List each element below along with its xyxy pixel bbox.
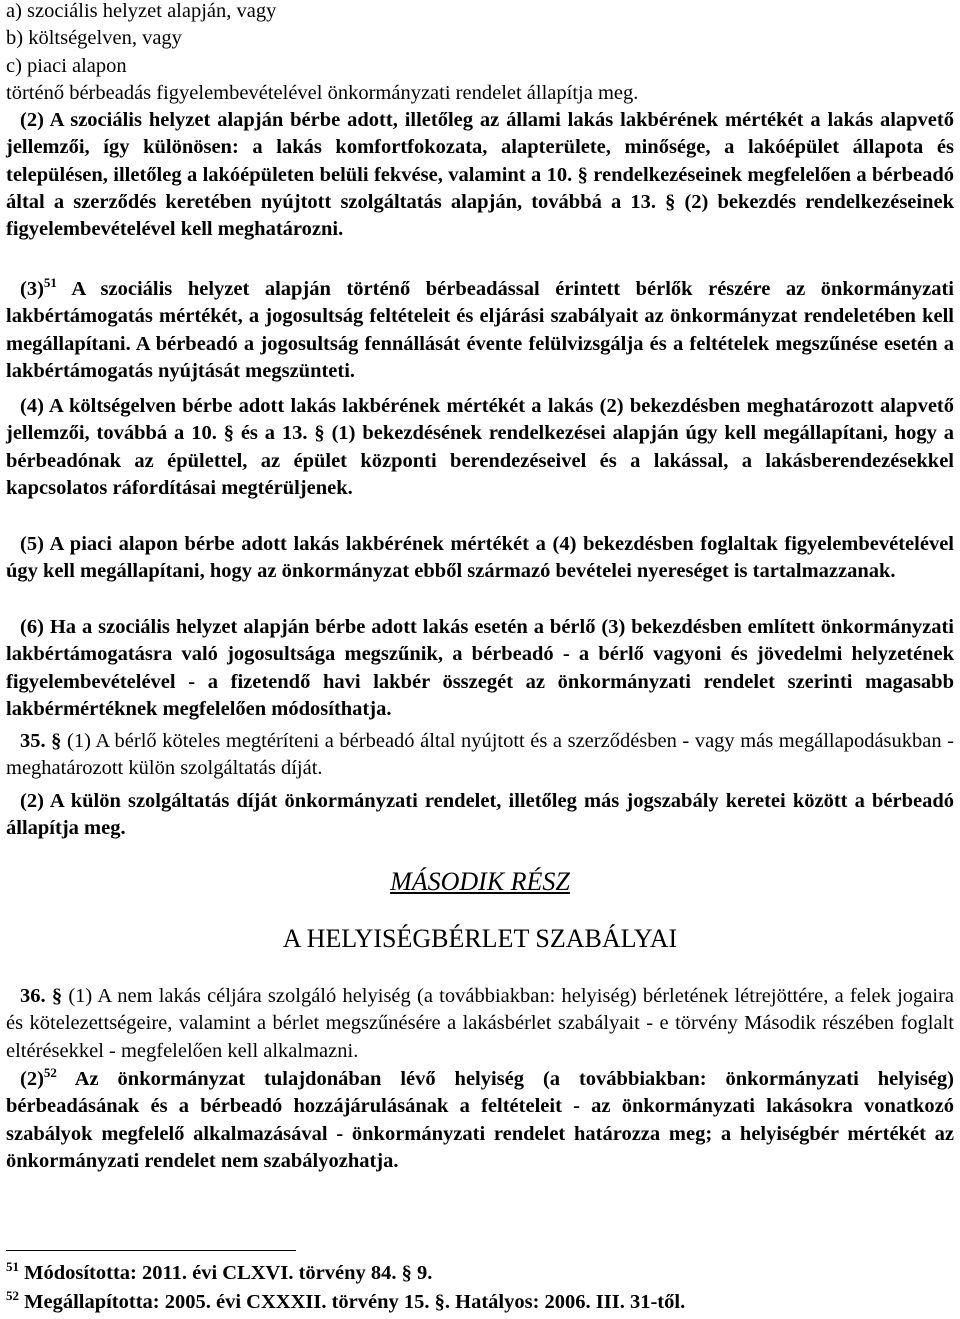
section-35-paragraph-2: (2) A külön szolgáltatás díját önkormányzati rendelet, illetőleg más jogszabály keretei között a bérbeadó állapítja meg. <box>6 790 954 840</box>
paragraph-3-text: A szociális helyzet alapján történő bérbeadással érintett bérlők részére az önkormányzati lakbértámogatás mértékét, a jogosultság feltételeit és eljárási szabályait az önkormányzat rendeletében kell megállapítani. A bérbeadó a jogosultság fennállását évente felülvizsgálja és a feltételek megszűnése esetén a lakbértámogatás nyújtását megszünteti. <box>6 278 954 382</box>
paragraph-3 <box>6 276 954 385</box>
list-item-b: b) költségelven, vagy <box>6 27 182 50</box>
section-35 <box>6 728 954 783</box>
section-36-number: 36. § <box>20 985 63 1007</box>
footnote-text: Módosította: 2011. évi CLXVI. törvény 84. § 9. <box>19 1262 433 1284</box>
section-36-text: (1) A nem lakás céljára szolgáló helyiség (a továbbiakban: helyiség) bérletének létrejöttére, a felek jogaira és kötelezettségeire, valamint a bérlet megszűnésére a lakásbérlet szabályait - e törvény Második részében foglalt eltérésekkel - megfelelően kell alkalmazni. <box>6 985 955 1062</box>
paragraph-5: (5) A piaci alapon bérbe adott lakás lakbérének mértékét a (4) bekezdésben foglaltak figyelembevételével úgy kell megállapítani, hogy az önkormányzat ebből származó bevételei nyereséget is tartalmazzanak. <box>6 533 954 583</box>
footnote-ref-52[interactable]: 52 <box>43 1065 57 1081</box>
footnote-51 <box>6 1259 433 1285</box>
section-36-paragraph-2 <box>6 1066 954 1175</box>
footnote-number: 51 <box>6 1259 19 1275</box>
paragraph-3-label: (3) <box>20 278 44 300</box>
section-35-number: 35. § <box>20 730 62 752</box>
part-title: MÁSODIK RÉSZ <box>390 867 570 896</box>
chapter-title: A HELYISÉGBÉRLET SZABÁLYAI <box>282 924 678 953</box>
paragraph-2: (2) A szociális helyzet alapján bérbe adott, illetőleg az állami lakás lakbérének mértékét a lakás alapvető jellemzői, így különösen: a lakás komfortfokozata, alapterülete, minősége, a lakóépület állapota és településen, illetőleg a lakóépületen belüli fekvése, valamint a 10. § rendelkezéseinek megfelelően a bérbeadó által a szerződés keretében nyújtott szolgáltatás alapján, továbbá a 13. § (2) bekezdés rendelkezéseinek figyelembevételével kell meghatározni. <box>6 109 954 241</box>
list-item-a: a) szociális helyzet alapján, vagy <box>6 0 277 22</box>
footnote-text: Megállapította: 2005. évi CXXXII. törvény 15. §. Hatályos: 2006. III. 31-től. <box>19 1291 686 1313</box>
section-36-p2-label: (2) <box>20 1068 44 1090</box>
footnote-separator <box>6 1250 296 1251</box>
footnote-52 <box>6 1288 686 1314</box>
section-35-text: (1) A bérlő köteles megtéríteni a bérbeadó által nyújtott és a szerződésben - vagy más megállapodásukban - meghatározott külön szolgáltatás díját. <box>6 730 954 780</box>
section-36 <box>6 983 954 1065</box>
list-block <box>6 0 638 107</box>
footnote-number: 52 <box>6 1288 19 1304</box>
list-item-c: c) piaci alapon <box>6 54 127 77</box>
list-tail: történő bérbeadás figyelembevételével önkormányzati rendelet állapítja meg. <box>6 81 639 104</box>
paragraph-6: (6) Ha a szociális helyzet alapján bérbe adott lakás esetén a bérlő (3) bekezdésben említett önkormányzati lakbértámogatásra való jogosultsága megszűnik, a bérbeadó - a bérlő vagyoni és jövedelmi helyzetének figyelembevételével - a fizetendő havi lakbér összegét az önkormányzati rendelet szerinti magasabb lakbérmértéknek megfelelően módosíthatja. <box>6 616 954 720</box>
paragraph-4: (4) A költségelven bérbe adott lakás lakbérének mértékét a lakás (2) bekezdésben meghatározott alapvető jellemzői, továbbá a 10. § és a 13. § (1) bekezdésének rendelkezései alapján úgy kell megállapítani, hogy a bérbeadónak az épülettel, az épület központi berendezéseivel és a lakással, a lakásberendezésekkel kapcsolatos ráfordításai megtérüljenek. <box>6 395 954 499</box>
section-36-p2-text: Az önkormányzat tulajdonában lévő helyiség (a továbbiakban: önkormányzati helyiség) bérbeadásának és a bérbeadó hozzájárulásának a feltételeit - az önkormányzati lakásokra vonatkozó szabályok megfelelő alkalmazásával - önkormányzati rendelet határozza meg; a helyiségbér mértékét az önkormányzati rendelet nem szabályozhatja. <box>6 1068 954 1172</box>
footnote-ref-51[interactable]: 51 <box>43 275 57 291</box>
